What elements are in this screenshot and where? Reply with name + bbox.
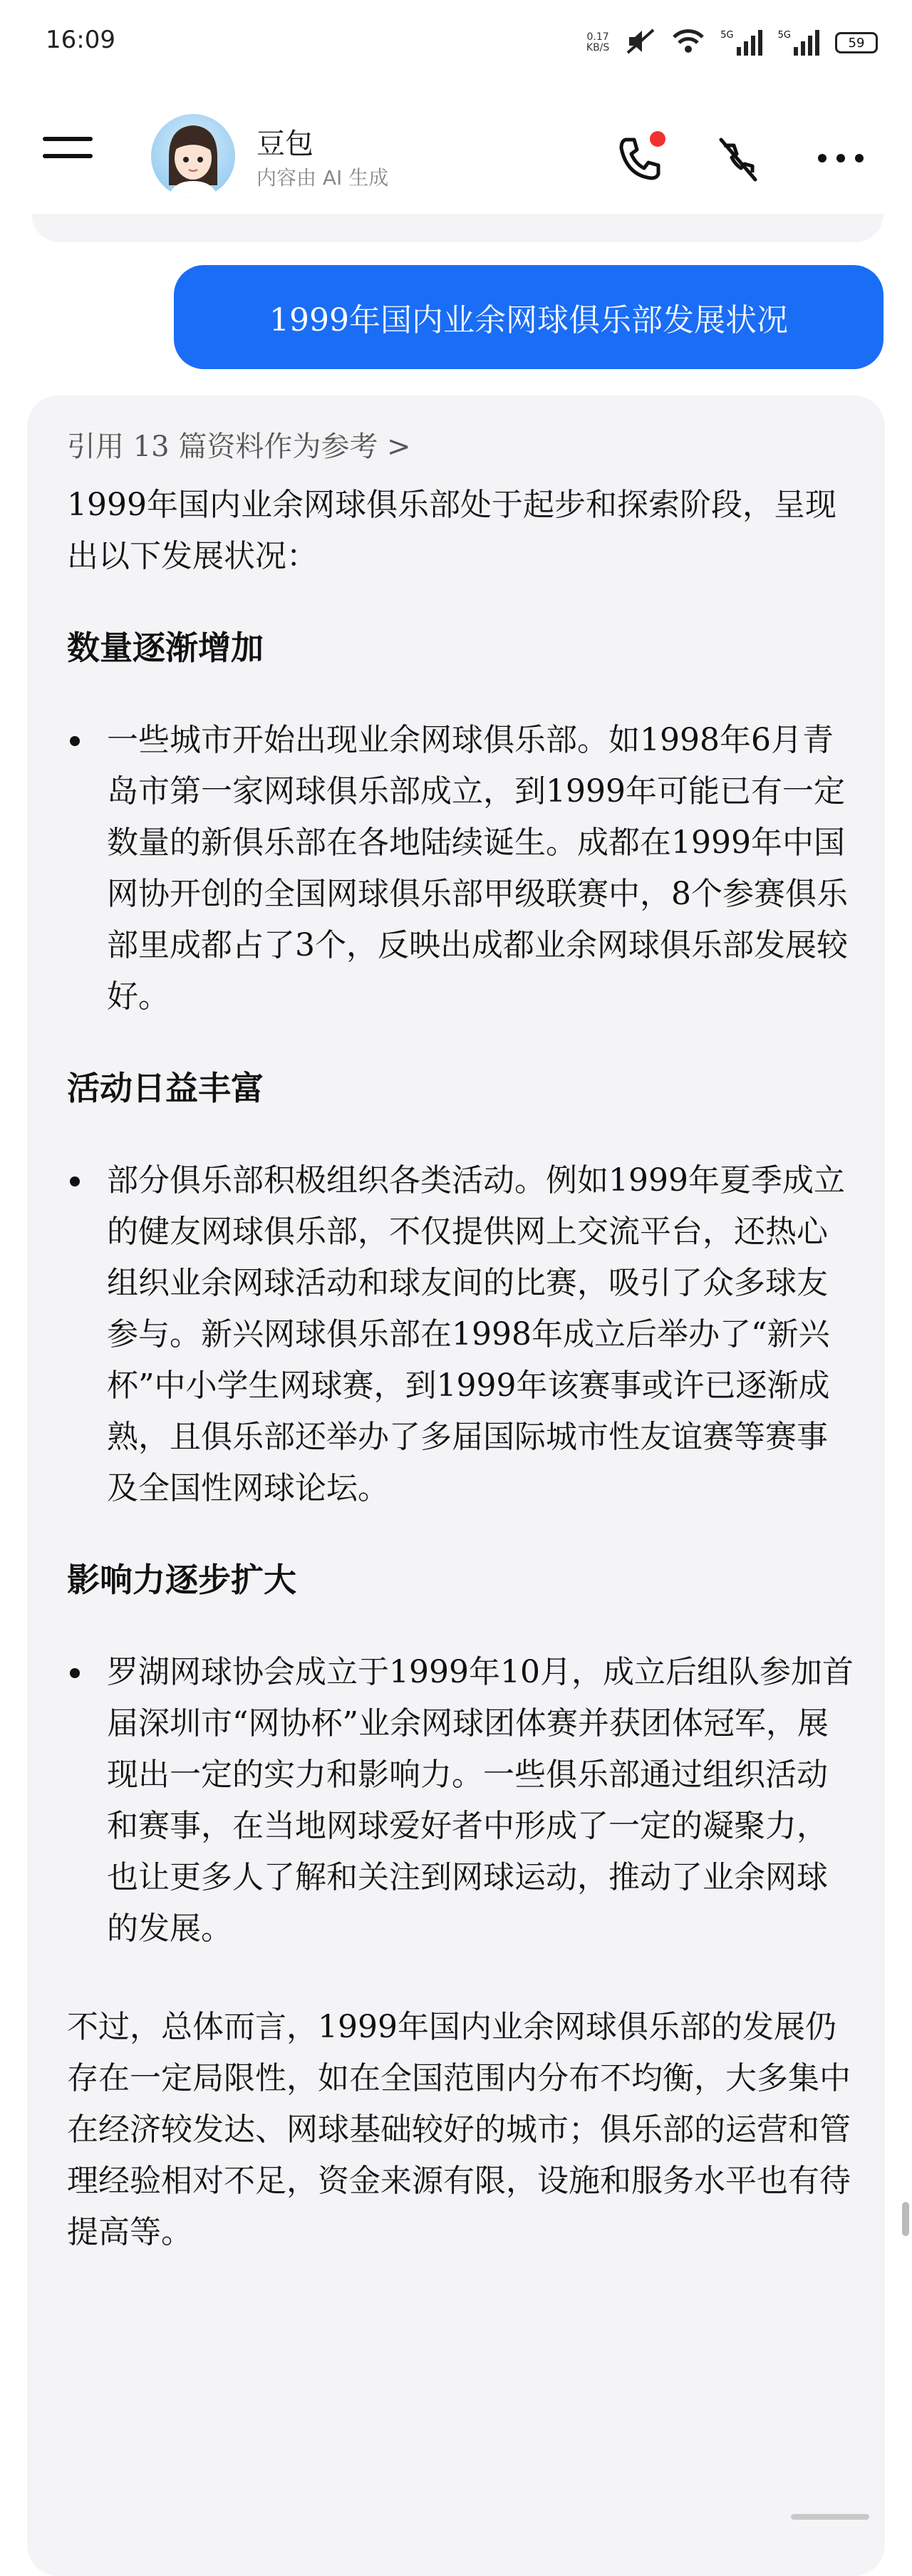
phone-icon[interactable] [611, 130, 668, 187]
reference-link[interactable]: 引用 13 篇资料作为参考 > [67, 430, 411, 463]
ai-response-card[interactable] [27, 395, 885, 2576]
previous-message-edge [31, 214, 884, 242]
mute-status-icon [625, 27, 656, 58]
more-icon[interactable] [812, 130, 869, 187]
response-body [67, 480, 858, 2258]
signal-label-1: 5G [720, 30, 734, 41]
ai-generated-note: 内容由 AI 生成 [256, 166, 389, 190]
notification-dot [650, 131, 665, 147]
section-heading-activities: 活动日益丰富 [67, 1069, 264, 1107]
signal-icon-2 [778, 30, 819, 56]
scrollbar-thumb[interactable] [902, 2202, 909, 2236]
user-message-bubble[interactable]: 1999年国内业余网球俱乐部发展状况 [174, 265, 884, 369]
wifi-icon [672, 29, 705, 57]
home-indicator[interactable] [791, 2510, 869, 2524]
chat-area[interactable] [0, 214, 912, 2549]
section-heading-influence: 影响力逐步扩大 [67, 1561, 296, 1599]
section-heading-quantity: 数量逐渐增加 [67, 629, 264, 667]
net-speed: 0.17 KB/S [586, 31, 610, 53]
status-indicators [586, 27, 878, 58]
signal-icon-1 [720, 30, 762, 56]
status-time: 16:09 [46, 26, 115, 54]
bullet-activities: 部分俱乐部积极组织各类活动。例如1999年夏季成立的健友网球俱乐部，不仅提供网上交流平台，还热心组织业余网球活动和球友间的比赛，吸引了众多球友参与。新兴网球俱乐部在1998年成立后举办了“新兴杯”中小学生网球赛，到1999年该赛事或许已逐渐成熟，且俱乐部还举办了多届国际城市性友谊赛等赛事及全国性网球论坛。 [67, 1155, 858, 1514]
intro-paragraph: 1999年国内业余网球俱乐部处于起步和探索阶段，呈现出以下发展状况： [67, 487, 836, 574]
bot-name: 豆包 [256, 128, 314, 160]
bullet-influence: 罗湖网球协会成立于1999年10月，成立后组队参加首届深圳市“网协杯”业余网球团体赛并获团体冠军，展现出一定的实力和影响力。一些俱乐部通过组织活动和赛事，在当地网球爱好者中形成了一定的凝聚力，也让更多人了解和关注到网球运动，推动了业余网球的发展。 [67, 1647, 858, 1955]
battery-icon: 59 [835, 32, 878, 53]
status-bar [0, 0, 912, 86]
avatar[interactable] [151, 114, 235, 198]
mic-off-icon[interactable] [710, 130, 767, 187]
chat-header [0, 86, 912, 235]
bullet-quantity: 一些城市开始出现业余网球俱乐部。如1998年6月青岛市第一家网球俱乐部成立，到1999年可能已有一定数量的新俱乐部在各地陆续诞生。成都在1999年中国网协开创的全国网球俱乐部甲级联赛中，8个参赛俱乐部里成都占了3个，反映出成都业余网球俱乐部发展较好。 [67, 715, 858, 1023]
conclusion-paragraph: 不过，总体而言，1999年国内业余网球俱乐部的发展仍存在一定局限性，如在全国范围内分布不均衡，大多集中在经济较发达、网球基础较好的城市；俱乐部的运营和管理经验相对不足，资金来源有限，设施和服务水平也有待提高等。 [67, 2009, 851, 2250]
menu-icon[interactable] [43, 137, 93, 180]
signal-label-2: 5G [777, 30, 791, 41]
